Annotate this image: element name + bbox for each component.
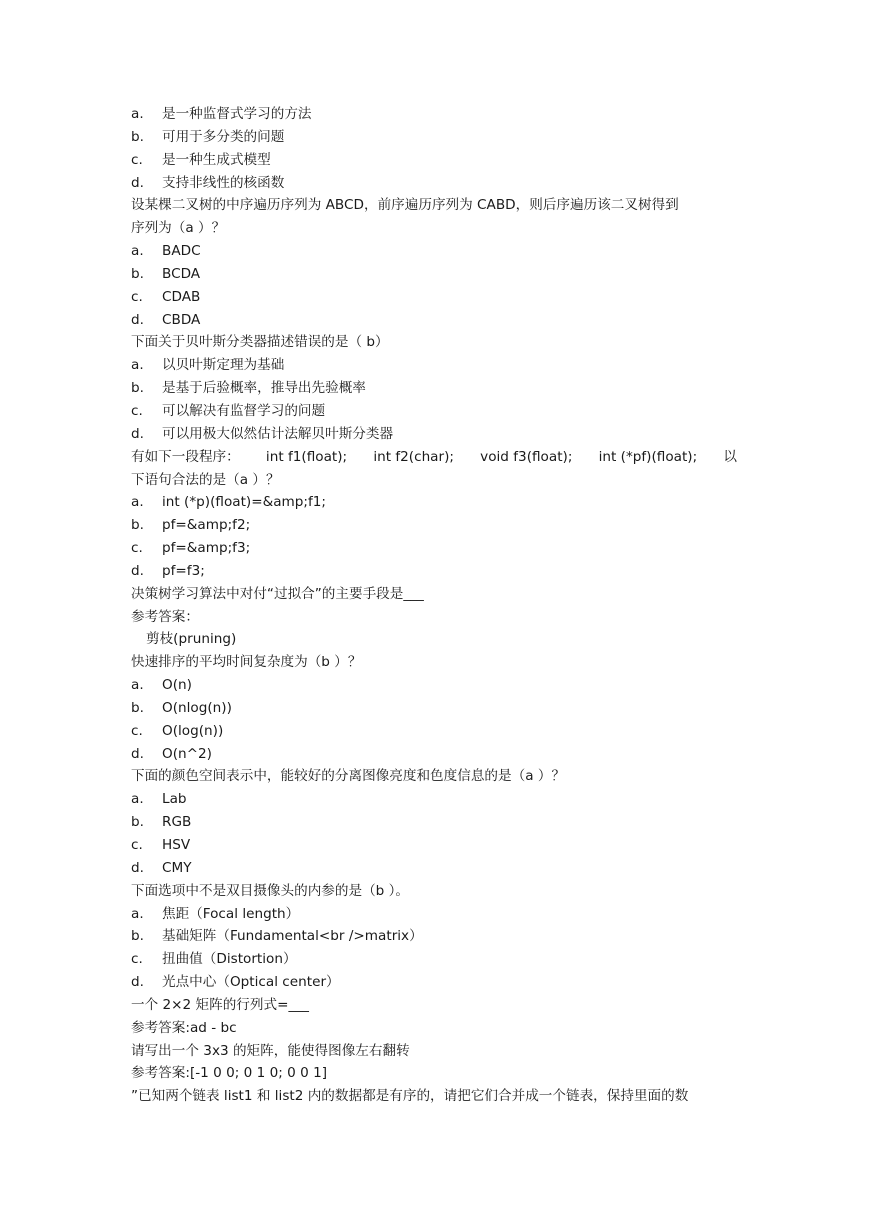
option-marker: a. xyxy=(131,905,144,922)
question-stem: 快速排序的平均时间复杂度为（b ）？ xyxy=(131,654,362,671)
option-a xyxy=(131,354,741,377)
option-marker: d. xyxy=(131,425,144,442)
option-marker: c. xyxy=(131,288,143,305)
code-decl: int f1(float); xyxy=(265,448,348,465)
option-marker: d. xyxy=(131,745,144,762)
option-text: CDAB xyxy=(162,288,201,305)
option-c xyxy=(131,400,741,423)
option-text: 可用于多分类的问题 xyxy=(162,128,285,145)
option-b xyxy=(131,811,741,834)
option-text: 光点中心（Optical center） xyxy=(162,974,340,991)
option-b xyxy=(131,514,741,537)
option-text: BCDA xyxy=(162,265,201,282)
option-text: CBDA xyxy=(162,311,201,328)
option-a xyxy=(131,491,741,514)
option-text: 可以解决有监督学习的问题 xyxy=(162,402,326,419)
option-marker: b. xyxy=(131,517,144,534)
option-a xyxy=(131,903,741,926)
option-marker: c. xyxy=(131,837,143,853)
option-marker: c. xyxy=(131,540,143,557)
option-text: O(n) xyxy=(162,677,192,694)
question-stem-code xyxy=(131,446,737,469)
option-b xyxy=(131,126,741,149)
option-marker: a. xyxy=(131,357,144,374)
option-a xyxy=(131,674,741,697)
option-marker: a. xyxy=(131,677,144,694)
option-text: HSV xyxy=(162,837,191,853)
option-text: 以贝叶斯定理为基础 xyxy=(162,357,285,374)
option-text: 扭曲值（Distortion） xyxy=(162,951,297,968)
option-marker: b. xyxy=(131,699,144,716)
option-text: Lab xyxy=(162,791,187,808)
question-stem: 下面选项中不是双目摄像头的内参的是（b ）。 xyxy=(131,882,410,899)
option-marker: d. xyxy=(131,174,144,191)
option-c xyxy=(131,537,741,560)
option-text: pf=f3; xyxy=(162,562,205,579)
option-text: RGB xyxy=(162,814,192,831)
answer-text: 剪枝(pruning) xyxy=(146,631,237,648)
option-b xyxy=(131,263,741,286)
option-marker: d. xyxy=(131,974,144,991)
option-marker: d. xyxy=(131,859,144,876)
option-text: BADC xyxy=(162,243,201,260)
option-d xyxy=(131,743,741,766)
option-text: pf=&amp;f3; xyxy=(162,540,251,557)
option-marker: b. xyxy=(131,814,144,831)
option-marker: a. xyxy=(131,106,144,122)
option-marker: a. xyxy=(131,243,144,260)
option-marker: c. xyxy=(131,151,143,168)
question-stem: 下语句合法的是（a ）？ xyxy=(131,471,280,488)
option-d xyxy=(131,172,741,195)
code-intro: 有如下一段程序： xyxy=(131,448,240,465)
option-d xyxy=(131,309,741,332)
question-stem: 一个 2×2 矩阵的行列式=___ xyxy=(131,996,309,1013)
option-text: 是一种生成式模型 xyxy=(162,151,271,168)
question-stem: 决策树学习算法中对付“过拟合”的主要手段是___ xyxy=(131,585,424,602)
option-c xyxy=(131,286,741,309)
option-marker: b. xyxy=(131,380,144,397)
option-text: 是一种监督式学习的方法 xyxy=(162,106,312,122)
option-a xyxy=(131,240,741,263)
option-c xyxy=(131,149,741,172)
option-marker: a. xyxy=(131,791,144,808)
question-stem: 下面关于贝叶斯分类器描述错误的是（ b） xyxy=(131,334,389,351)
option-marker: c. xyxy=(131,722,143,739)
option-text: 可以用极大似然估计法解贝叶斯分类器 xyxy=(162,425,394,442)
option-text: 基础矩阵（Fundamental<br />matrix） xyxy=(162,928,423,945)
question-stem: 请写出一个 3x3 的矩阵，能使得图像左右翻转 xyxy=(131,1042,410,1059)
option-marker: c. xyxy=(131,951,143,968)
option-text: O(log(n)) xyxy=(162,722,224,739)
option-c xyxy=(131,834,741,857)
option-b xyxy=(131,925,741,948)
option-marker: b. xyxy=(131,928,144,945)
option-text: 焦距（Focal length） xyxy=(162,905,300,922)
code-tail: 以 xyxy=(723,448,737,465)
answer-text: 参考答案:[-1 0 0; 0 1 0; 0 0 1] xyxy=(131,1065,328,1082)
option-text: O(n^2) xyxy=(162,745,212,762)
option-c xyxy=(131,720,741,743)
code-decl: int f2(char); xyxy=(373,448,454,465)
question-list xyxy=(131,103,741,1108)
option-marker: a. xyxy=(131,494,144,511)
option-c xyxy=(131,948,741,971)
option-text: O(nlog(n)) xyxy=(162,699,232,716)
option-a xyxy=(131,788,741,811)
option-a xyxy=(131,103,741,126)
option-marker: d. xyxy=(131,311,144,328)
option-marker: d. xyxy=(131,562,144,579)
option-text: 支持非线性的核函数 xyxy=(162,174,285,191)
question-stem: 下面的颜色空间表示中，能较好的分离图像亮度和色度信息的是（a ）？ xyxy=(131,768,566,785)
code-decl: void f3(float); xyxy=(480,448,573,465)
option-d xyxy=(131,971,741,994)
option-text: pf=&amp;f2; xyxy=(162,517,251,534)
option-text: CMY xyxy=(162,859,192,876)
option-d xyxy=(131,857,741,880)
question-stem: ”已知两个链表 list1 和 list2 内的数据都是有序的，请把它们合并成一个链表，保持里面的数 xyxy=(131,1088,689,1105)
option-d xyxy=(131,560,741,583)
option-b xyxy=(131,697,741,720)
option-b xyxy=(131,377,741,400)
option-marker: c. xyxy=(131,402,143,419)
option-marker: b. xyxy=(131,128,144,145)
question-stem: 序列为（a ）？ xyxy=(131,220,226,237)
option-text: 是基于后验概率，推导出先验概率 xyxy=(162,380,366,397)
option-text: int (*p)(float)=&amp;f1; xyxy=(162,494,327,511)
answer-text: 参考答案:ad - bc xyxy=(131,1019,237,1036)
answer-label: 参考答案： xyxy=(131,608,199,625)
code-decl: int (*pf)(float); xyxy=(598,448,698,465)
question-stem: 设某棵二叉树的中序遍历序列为 ABCD，前序遍历序列为 CABD，则后序遍历该二叉树得到 xyxy=(131,197,679,214)
option-marker: b. xyxy=(131,265,144,282)
option-d xyxy=(131,423,741,446)
